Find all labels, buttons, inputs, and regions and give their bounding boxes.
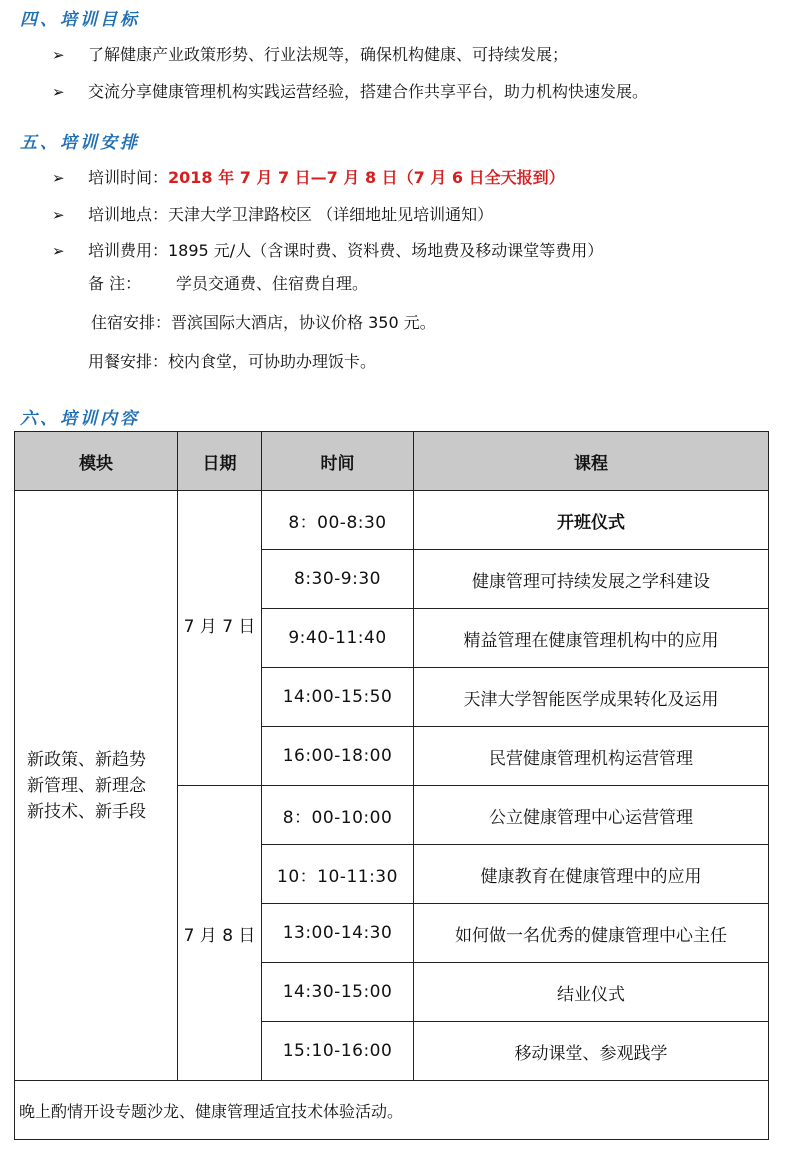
- section-5-title: 五、培训安排: [20, 133, 140, 153]
- course-cell: 健康管理可持续发展之学科建设: [414, 550, 769, 609]
- fee-text: 培训费用：1895 元/人（含课时费、资料费、场地费及移动课堂等费用）: [88, 241, 604, 260]
- module-line-3: 新技术、新手段: [27, 801, 146, 822]
- dining-row: 用餐安排：校内食堂，可协助办理饭卡。: [88, 352, 377, 371]
- training-schedule-table: [14, 431, 769, 1140]
- course-cell: 健康教育在健康管理中的应用: [414, 845, 769, 904]
- time-cell: 16:00-18:00: [262, 727, 414, 786]
- time-cell: 8：00-10:00: [262, 786, 414, 845]
- course-cell: 移动课堂、参观践学: [414, 1022, 769, 1081]
- table-footer-row: [15, 1081, 769, 1140]
- date-cell-day1: [178, 491, 262, 786]
- course-cell: 如何做一名优秀的健康管理中心主任: [414, 904, 769, 963]
- time-cell: 14:30-15:00: [262, 963, 414, 1022]
- course-cell: 结业仪式: [414, 963, 769, 1022]
- section-4-title: 四、培训目标: [20, 10, 140, 30]
- objective-text-2: 交流分享健康管理机构实践运营经验，搭建合作共享平台，助力机构快速发展。: [88, 82, 649, 101]
- module-line-2: 新管理、新理念: [27, 775, 146, 796]
- arrow-bullet-icon: ➢: [52, 242, 65, 260]
- arrow-bullet-icon: ➢: [52, 206, 65, 224]
- objective-text-1: 了解健康产业政策形势、行业法规等，确保机构健康、可持续发展；: [88, 45, 569, 64]
- date-cell-day2: [178, 786, 262, 1081]
- time-value: 2018 年 7 月 7 日—7 月 8 日（7 月 6 日全天报到）: [168, 168, 565, 187]
- arrow-bullet-icon: ➢: [52, 83, 65, 101]
- arrow-bullet-icon: ➢: [52, 169, 65, 187]
- note-row: [88, 272, 368, 296]
- time-cell: 8:30-9:30: [262, 550, 414, 609]
- date-day2: 7 月 8 日: [183, 925, 256, 946]
- table-row: [15, 491, 769, 550]
- schedule-time-text: [88, 166, 565, 190]
- time-cell: 13:00-14:30: [262, 904, 414, 963]
- time-label: 培训时间：: [88, 168, 169, 187]
- course-cell: 民营健康管理机构运营管理: [414, 727, 769, 786]
- location-text: 培训地点：天津大学卫津路校区 （详细地址见培训通知）: [88, 205, 494, 224]
- header-course: 课程: [414, 432, 769, 491]
- course-cell: 开班仪式: [414, 491, 769, 550]
- course-cell: 天津大学智能医学成果转化及运用: [414, 668, 769, 727]
- time-cell: 8：00-8:30: [262, 491, 414, 550]
- time-cell: 14:00-15:50: [262, 668, 414, 727]
- footer-note: 晚上酌情开设专题沙龙、健康管理适宜技术体验活动。: [15, 1081, 769, 1140]
- module-line-1: 新政策、新趋势: [27, 749, 146, 770]
- module-cell: [15, 491, 178, 1081]
- table-header-row: [15, 432, 769, 491]
- header-time: 时间: [262, 432, 414, 491]
- time-cell: 9:40-11:40: [262, 609, 414, 668]
- note-label: 备 注：: [88, 274, 142, 293]
- arrow-bullet-icon: ➢: [52, 46, 65, 64]
- time-cell: 15:10-16:00: [262, 1022, 414, 1081]
- header-module: 模块: [15, 432, 178, 491]
- date-day1: 7 月 7 日: [183, 616, 256, 637]
- header-date: 日期: [178, 432, 262, 491]
- note-value: 学员交通费、住宿费自理。: [176, 274, 369, 293]
- course-cell: 精益管理在健康管理机构中的应用: [414, 609, 769, 668]
- course-cell: 公立健康管理中心运营管理: [414, 786, 769, 845]
- time-cell: 10：10-11:30: [262, 845, 414, 904]
- lodging-row: 住宿安排：晋滨国际大酒店，协议价格 350 元。: [91, 313, 436, 332]
- section-6-title: 六、培训内容: [20, 409, 140, 429]
